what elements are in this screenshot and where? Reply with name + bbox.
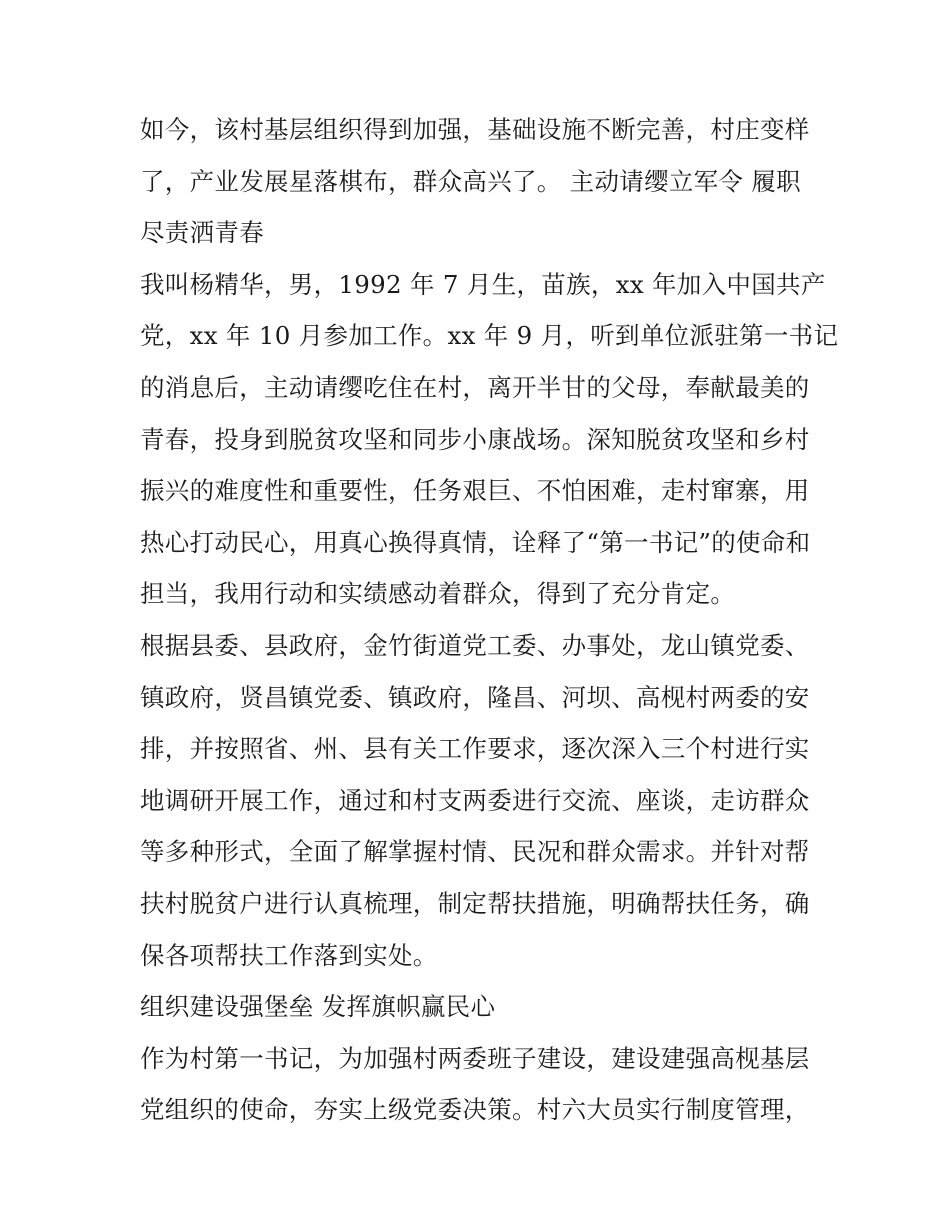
text-line: 振兴的难度性和重要性，任务艰巨、不怕困难，走村窜寨，用 — [140, 476, 810, 506]
text-line: 党，xx 年 10 月参加工作。xx 年 9 月，听到单位派驻第一书记 — [140, 321, 839, 351]
text-line: 排，并按照省、州、县有关工作要求，逐次深入三个村进行实 — [140, 734, 810, 764]
text-line: 青春，投身到脱贫攻坚和同步小康战场。深知脱贫攻坚和乡村 — [140, 424, 810, 454]
text-line: 等多种形式，全面了解掌握村情、民况和群众需求。并针对帮 — [140, 837, 810, 867]
text-line: 的消息后，主动请缨吃住在村，离开半甘的父母，奉献最美的 — [140, 372, 810, 402]
text-line: 党组织的使命，夯实上级党委决策。村六大员实行制度管理， — [140, 1095, 810, 1125]
text-line: 了，产业发展星落棋布，群众高兴了。 主动请缨立军令 履职 — [140, 166, 801, 196]
text-line: 我叫杨精华，男，1992 年 7 月生，苗族，xx 年加入中国共产 — [140, 269, 826, 299]
text-line: 热心打动民心，用真心换得真情，诠释了“第一书记”的使命和 — [140, 527, 811, 557]
text-line: 尽责洒青春 — [140, 218, 264, 248]
text-line: 根据县委、县政府，金竹街道党工委、办事处，龙山镇党委、 — [140, 630, 810, 660]
text-line: 镇政府，贤昌镇党委、镇政府，隆昌、河坝、高枧村两委的安 — [140, 682, 810, 712]
text-line: 如今，该村基层组织得到加强，基础设施不断完善，村庄变样 — [140, 115, 810, 144]
text-line: 地调研开展工作，通过和村支两委进行交流、座谈，走访群众 — [140, 785, 810, 815]
text-line: 保各项帮扶工作落到实处。 — [140, 940, 438, 970]
text-line: 作为村第一书记，为加强村两委班子建设，建设建强高枧基层 — [140, 1043, 810, 1073]
section-heading: 组织建设强堡垒 发挥旗帜赢民心 — [140, 992, 496, 1022]
text-line: 担当，我用行动和实绩感动着群众，得到了充分肯定。 — [140, 579, 736, 609]
text-line: 扶村脱贫户进行认真梳理，制定帮扶措施，明确帮扶任务，确 — [140, 888, 810, 918]
document-body — [140, 104, 839, 1136]
